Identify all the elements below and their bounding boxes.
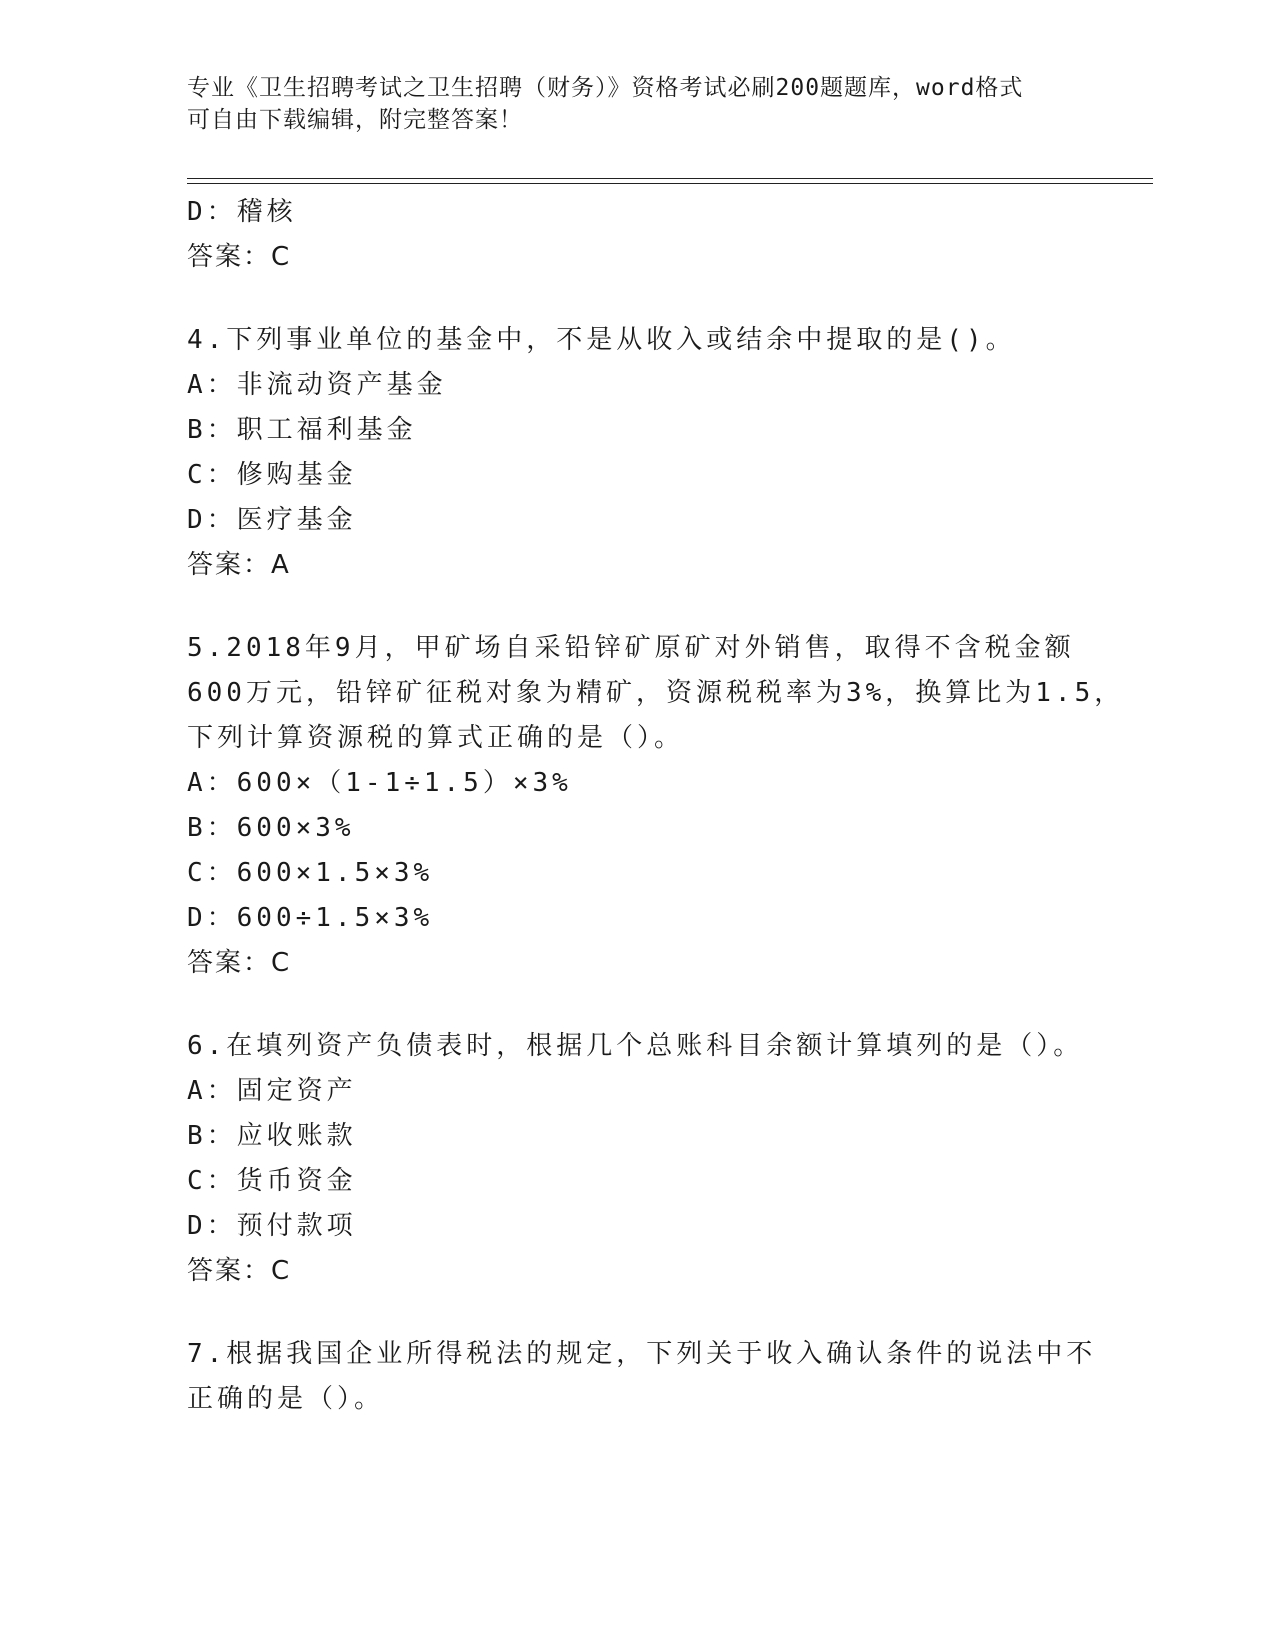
header-line-1: 专业《卫生招聘考试之卫生招聘（财务）》资格考试必刷200题题库，word格式 xyxy=(187,75,1024,101)
option-b: B：职工福利基金 xyxy=(187,415,417,445)
option-a: A：非流动资产基金 xyxy=(187,370,447,400)
question-stem xyxy=(187,626,1125,761)
question-block xyxy=(187,1332,1097,1422)
question-stem xyxy=(187,1332,1097,1422)
stem-line: 4.下列事业单位的基金中，不是从收入或结余中提取的是()。 xyxy=(187,325,1016,355)
stem-line: 7.根据我国企业所得税法的规定，下列关于收入确认条件的说法中不 xyxy=(187,1339,1097,1369)
answer-line: 答案：A xyxy=(187,550,291,580)
option-a: A：600×（1-1÷1.5）×3% xyxy=(187,768,572,798)
option-b: B：应收账款 xyxy=(187,1121,357,1151)
option-c: C：600×1.5×3% xyxy=(187,858,434,888)
option-d: D：稽核 xyxy=(187,197,297,227)
stem-line: 5.2018年9月，甲矿场自采铅锌矿原矿对外销售，取得不含税金额 xyxy=(187,633,1075,663)
stem-line: 下列计算资源税的算式正确的是（）。 xyxy=(187,723,685,753)
option-d: D：医疗基金 xyxy=(187,505,357,535)
option-c: C：修购基金 xyxy=(187,460,357,490)
question-block xyxy=(187,318,1087,588)
option-d: D：预付款项 xyxy=(187,1211,357,1241)
option-b: B：600×3% xyxy=(187,813,355,843)
question-block xyxy=(187,1024,1087,1294)
question-fragment xyxy=(187,190,1087,280)
option-a: A：固定资产 xyxy=(187,1076,357,1106)
answer-line: 答案：C xyxy=(187,1256,292,1286)
option-c: C：货币资金 xyxy=(187,1166,357,1196)
header-line-2: 可自由下载编辑，附完整答案！ xyxy=(187,107,523,133)
document-header xyxy=(187,72,1087,136)
answer-line: 答案：C xyxy=(187,242,292,272)
option-d: D：600÷1.5×3% xyxy=(187,903,434,933)
question-block xyxy=(187,626,1125,986)
header-divider-top xyxy=(187,178,1153,179)
header-divider-bottom xyxy=(187,183,1153,184)
stem-line: 6.在填列资产负债表时，根据几个总账科目余额计算填列的是（）。 xyxy=(187,1031,1084,1061)
question-stem xyxy=(187,318,1087,363)
question-stem xyxy=(187,1024,1087,1069)
stem-line: 正确的是（）。 xyxy=(187,1384,385,1414)
document-body xyxy=(187,190,1125,1422)
answer-line: 答案：C xyxy=(187,948,292,978)
stem-line: 600万元，铅锌矿征税对象为精矿，资源税税率为3%，换算比为1.5， xyxy=(187,678,1125,708)
